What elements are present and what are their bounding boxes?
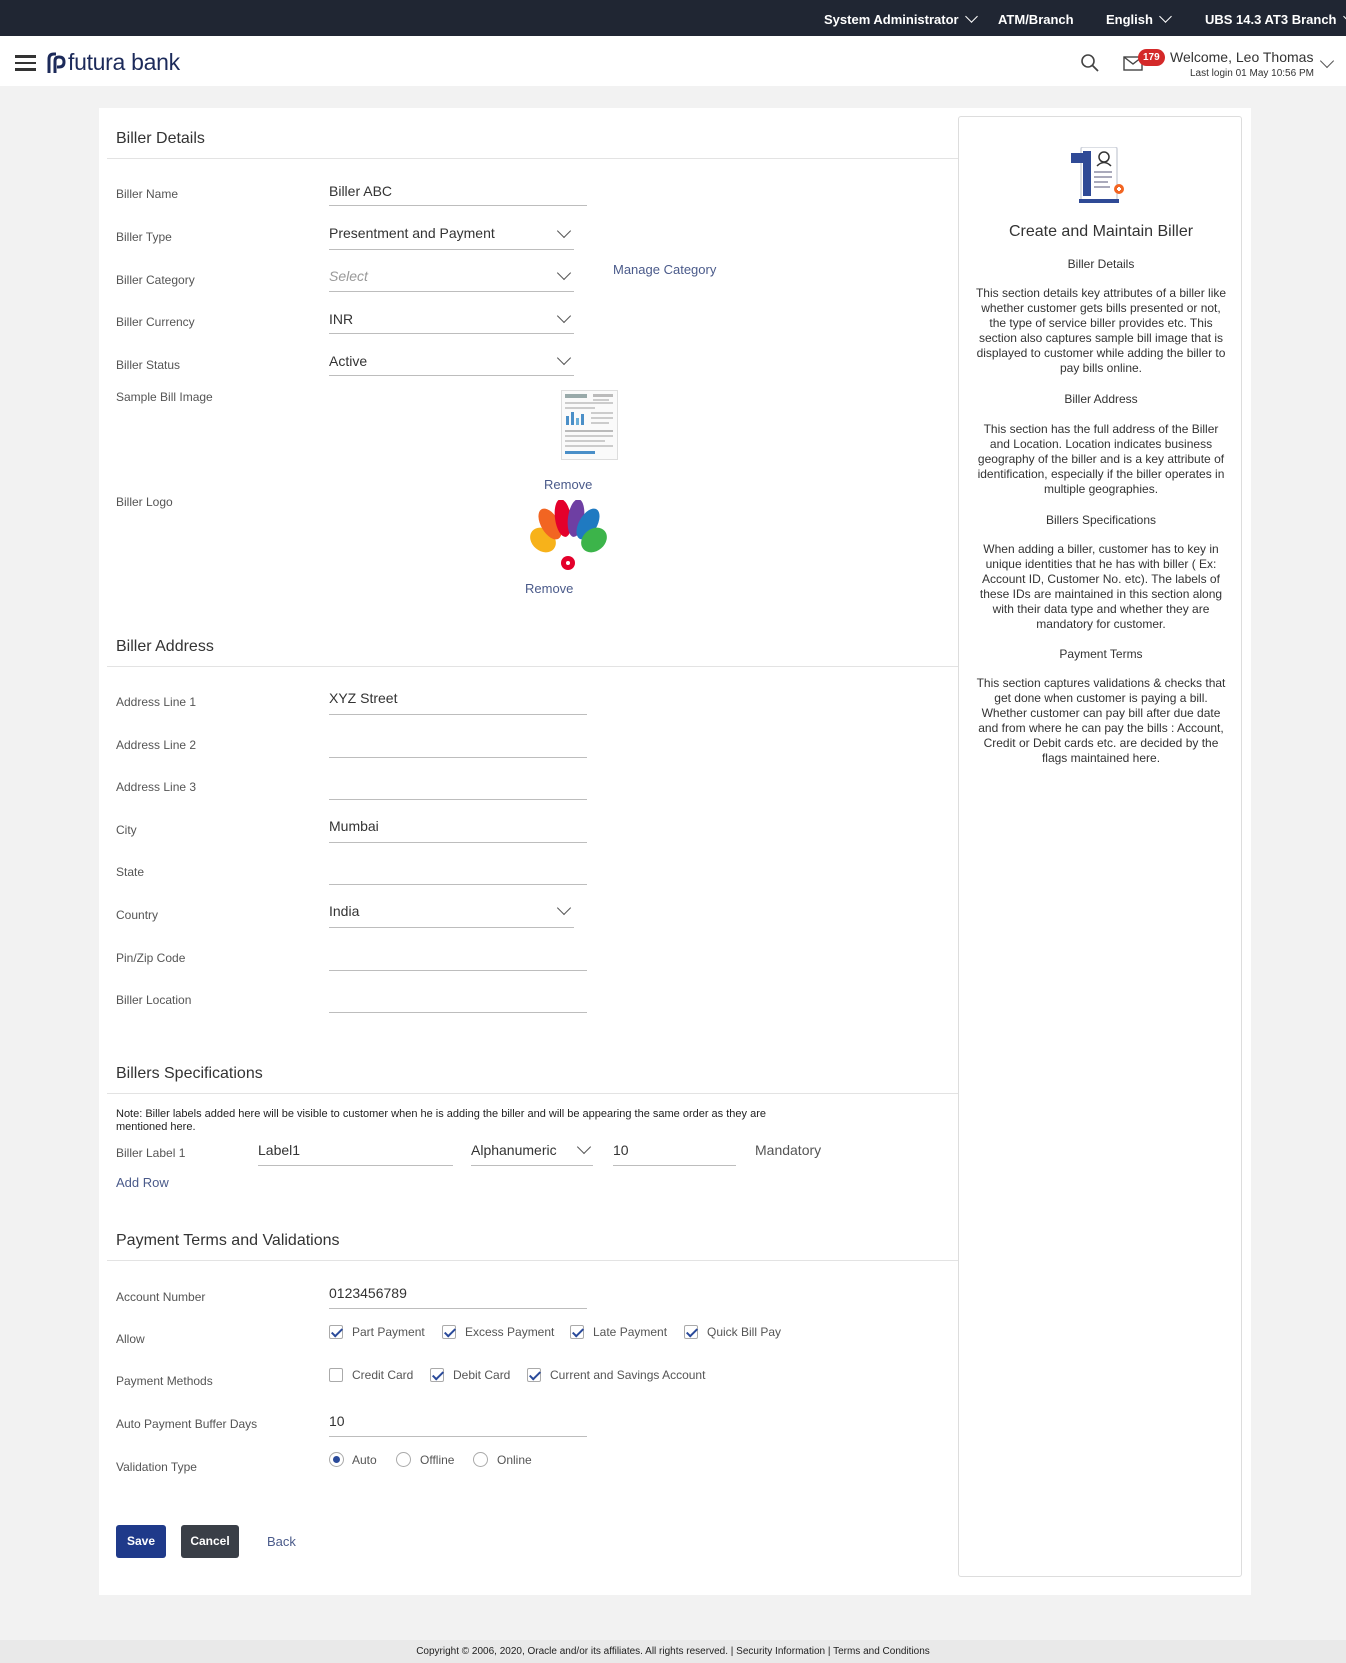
biller-category-label: Biller Category [116,273,195,287]
input-underline [329,1436,587,1437]
role-label: System Administrator [824,12,959,27]
biller-logo-image [528,500,608,572]
divider [107,666,959,667]
help-text-billers-specifications: When adding a biller, customer has to key in unique identities that he has with biller ( Ex: Account ID, Customer No. etc). The labels of these IDs are maintained in this section along with their data type and whether they are mandatory for customer. [979,542,1223,631]
logo-text: futura bank [68,49,180,75]
chevron-down-icon [965,10,978,23]
help-heading-payment-terms: Payment Terms [1059,647,1143,661]
input-underline [329,970,587,971]
input-underline [329,205,587,206]
biller-type-select[interactable]: Presentment and Payment [329,225,495,241]
debit-card-label: Debit Card [453,1368,511,1382]
divider [107,1093,959,1094]
input-underline [329,884,587,885]
input-underline [329,1308,587,1309]
sample-bill-image-label: Sample Bill Image [116,390,213,404]
input-underline [258,1165,453,1166]
section-title-biller-details: Biller Details [116,130,205,147]
excess-payment-label: Excess Payment [465,1325,555,1339]
chevron-down-icon [1159,10,1172,23]
auto-payment-buffer-label: Auto Payment Buffer Days [116,1417,258,1431]
remove-sample-image-link[interactable]: Remove [544,477,593,492]
app-header [0,36,1346,86]
allow-label: Allow [116,1332,145,1346]
quick-bill-pay-label: Quick Bill Pay [707,1325,782,1339]
spec-note: Note: Biller labels added here will be visible to customer when he is adding the biller and will be appearing the same order as they are mentioned here. [116,1108,766,1133]
sample-bill-image [561,390,618,460]
last-login-text: Last login 01 May 10:56 PM [1190,68,1314,79]
account-number-input[interactable]: 0123456789 [329,1285,407,1301]
biller-logo-label: Biller Logo [116,495,173,509]
role-selector[interactable] [824,12,976,27]
late-payment-label: Late Payment [593,1325,668,1339]
validation-type-label: Validation Type [116,1460,197,1474]
excess-payment-checkbox[interactable] [442,1325,456,1339]
help-text-payment-terms: This section captures validations & checks that get done when customer is paying a bill. Whether customer can pay bill after due date and from where he can pay the bills : Account, Credit or Debit cards etc. are decided by the flags maintained here. [976,676,1226,765]
label-name-input[interactable]: Label1 [258,1142,301,1158]
section-title-payment-terms: Payment Terms and Validations [116,1232,340,1249]
online-radio[interactable] [473,1452,488,1467]
part-payment-label: Part Payment [352,1325,425,1339]
biller-name-input[interactable]: Biller ABC [329,183,393,199]
back-link[interactable]: Back [267,1534,296,1549]
help-text-biller-address: This section has the full address of the Biller and Location. Location indicates business geography of the biller and is a key attribute of identification, especially if the biller operates in multiple geographies. [977,422,1225,496]
biller-status-select[interactable]: Active [329,353,368,369]
biller-location-label: Biller Location [116,993,192,1007]
footer-separator: | [827,1646,834,1657]
input-underline [329,927,574,928]
save-button[interactable]: Save [116,1525,166,1558]
mandatory-toggle[interactable]: Mandatory [755,1142,822,1158]
divider [107,158,959,159]
branch-selector[interactable] [1205,12,1346,27]
logo-icon [45,52,67,74]
help-heading-biller-details: Biller Details [1067,257,1135,271]
biller-name-label: Biller Name [116,187,179,201]
input-underline [329,333,574,334]
input-underline [329,799,587,800]
help-panel-title: Create and Maintain Biller [1008,223,1194,240]
biller-currency-label: Biller Currency [116,315,195,329]
auto-payment-buffer-input[interactable]: 10 [329,1413,345,1429]
biller-status-label: Biller Status [116,358,181,372]
data-type-select[interactable]: Alphanumeric [471,1142,557,1158]
state-label: State [116,865,145,879]
length-input[interactable]: 10 [613,1142,629,1158]
input-underline [471,1165,593,1166]
city-label: City [116,823,137,837]
help-heading-biller-address: Biller Address [1064,392,1138,406]
help-panel [958,116,1242,1577]
security-information-link[interactable]: Security Information [736,1646,826,1657]
language-selector[interactable] [1106,12,1170,27]
biller-document-icon [1069,147,1133,207]
biller-currency-select[interactable]: INR [329,311,354,327]
biller-category-select[interactable]: Select [329,268,368,284]
help-heading-billers-specifications: Billers Specifications [1045,513,1157,527]
input-underline [329,1012,587,1013]
input-underline [613,1165,736,1166]
divider [107,1260,959,1261]
biller-type-label: Biller Type [116,230,172,244]
input-underline [329,249,574,250]
quick-bill-pay-checkbox[interactable] [684,1325,698,1339]
section-title-biller-address: Biller Address [116,638,214,655]
footer [0,1640,1346,1663]
copyright-text: Copyright © 2006, 2020, Oracle and/or its affiliates. All rights reserved. [416,1646,728,1657]
part-payment-checkbox[interactable] [329,1325,343,1339]
language-label: English [1106,12,1153,27]
casa-checkbox[interactable] [527,1368,541,1382]
welcome-text: Welcome, Leo Thomas [1170,49,1314,65]
auto-radio[interactable] [329,1452,344,1467]
add-row-link[interactable]: Add Row [116,1175,169,1190]
terms-link[interactable]: Terms and Conditions [833,1646,930,1657]
section-title-billers-specifications: Billers Specifications [116,1065,263,1082]
offline-radio-label: Offline [420,1453,455,1467]
biller-label-1-label: Biller Label 1 [116,1146,186,1160]
auto-radio-label: Auto [352,1453,377,1467]
cancel-button[interactable]: Cancel [181,1525,239,1558]
late-payment-checkbox[interactable] [570,1325,584,1339]
address-line-1-input[interactable]: XYZ Street [329,690,398,706]
credit-card-checkbox[interactable] [329,1368,343,1382]
debit-card-checkbox[interactable] [430,1368,444,1382]
address-line-1-label: Address Line 1 [116,695,197,709]
notification-badge: 179 [1138,49,1165,66]
pin-zip-label: Pin/Zip Code [116,951,186,965]
country-label: Country [116,908,159,922]
branch-label: UBS 14.3 AT3 Branch [1205,12,1337,27]
input-underline [329,757,587,758]
remove-logo-link[interactable]: Remove [525,581,574,596]
casa-label: Current and Savings Account [550,1368,706,1382]
top-bar [0,0,1346,36]
country-select[interactable]: India [329,903,360,919]
menu-icon[interactable] [15,55,36,71]
offline-radio[interactable] [396,1452,411,1467]
credit-card-label: Credit Card [352,1368,414,1382]
chevron-down-icon[interactable] [1320,54,1334,68]
search-icon[interactable] [1080,53,1100,73]
account-number-label: Account Number [116,1290,206,1304]
help-text-biller-details: This section details key attributes of a biller like whether customer gets bills presented or not, the type of service biller provides etc. This section also captures sample bill image that is displayed to customer while adding the biller to pay bills online. [975,286,1227,375]
atm-branch-link[interactable]: ATM/Branch [998,12,1074,27]
payment-methods-label: Payment Methods [116,1374,213,1388]
input-underline [329,291,574,292]
city-input[interactable]: Mumbai [329,818,379,834]
footer-separator: | [730,1646,737,1657]
manage-category-link[interactable]: Manage Category [613,262,717,277]
input-underline [329,375,574,376]
input-underline [329,842,587,843]
online-radio-label: Online [497,1453,532,1467]
address-line-3-label: Address Line 3 [116,780,197,794]
address-line-2-label: Address Line 2 [116,738,197,752]
input-underline [329,714,587,715]
chevron-down-icon [1343,10,1346,23]
